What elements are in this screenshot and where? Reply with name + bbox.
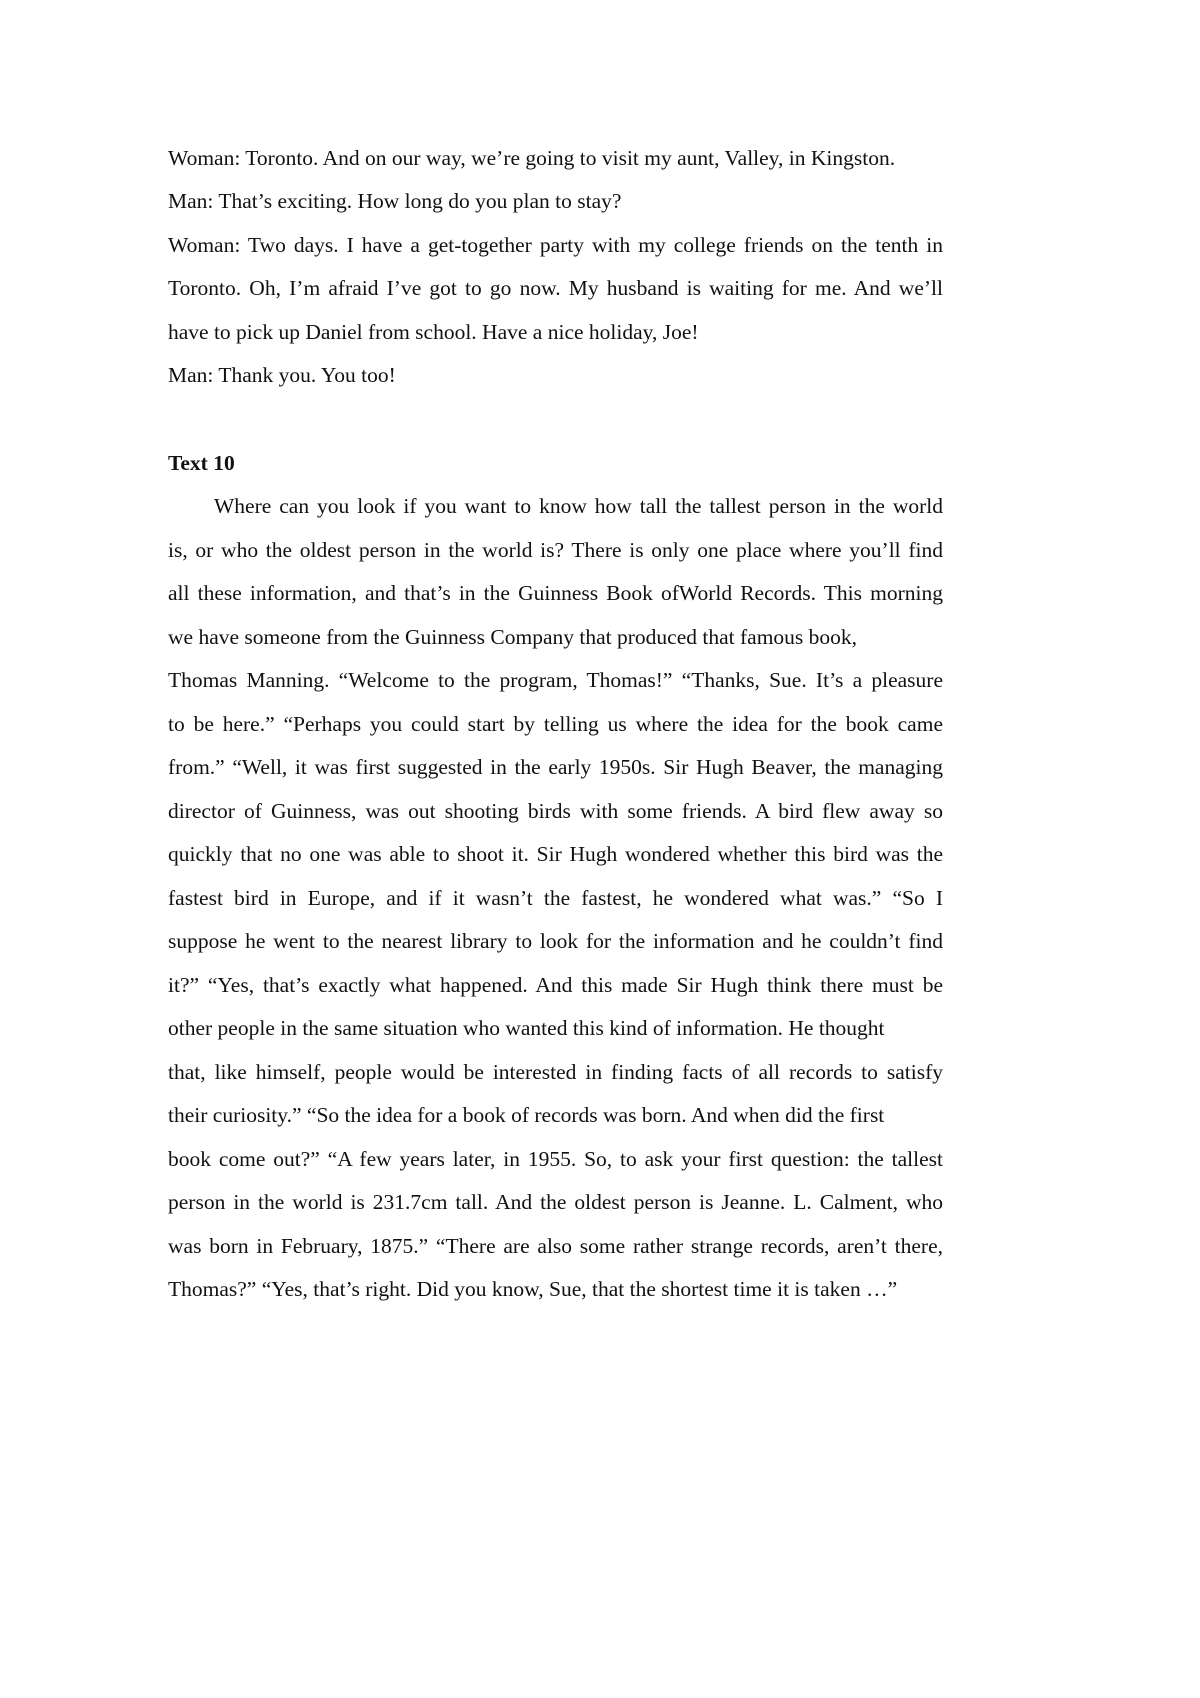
- paragraph-line: all these information, and that’s in the Guinness Book ofWorld Records. This morning: [168, 581, 943, 605]
- paragraph-line: to be here.” “Perhaps you could start by telling us where the idea for the book came: [168, 712, 943, 736]
- paragraph-line: book come out?” “A few years later, in 1955. So, to ask your first question: the tallest: [168, 1147, 943, 1171]
- paragraph-line: is, or who the oldest person in the world is? There is only one place where you’ll find: [168, 538, 943, 562]
- dialogue-line: Man: That’s exciting. How long do you plan to stay?: [168, 189, 622, 213]
- paragraph-line: fastest bird in Europe, and if it wasn’t the fastest, he wondered what was.” “So I: [168, 886, 943, 910]
- paragraph-line: Thomas Manning. “Welcome to the program, Thomas!” “Thanks, Sue. It’s a pleasure: [168, 668, 943, 692]
- paragraph-line: quickly that no one was able to shoot it. Sir Hugh wondered whether this bird was the: [168, 842, 943, 866]
- paragraph-line: suppose he went to the nearest library to look for the information and he couldn’t find: [168, 929, 943, 953]
- dialogue-line: Woman: Two days. I have a get-together party with my college friends on the tenth in: [168, 233, 943, 257]
- dialogue-line: Man: Thank you. You too!: [168, 363, 396, 387]
- section-heading: Text 10: [168, 451, 235, 475]
- dialogue-line: Woman: Toronto. And on our way, we’re going to visit my aunt, Valley, in Kingston.: [168, 146, 896, 170]
- paragraph-line: that, like himself, people would be interested in finding facts of all records to satisfy: [168, 1060, 943, 1084]
- paragraph-line: Where can you look if you want to know how tall the tallest person in the world: [214, 494, 943, 518]
- dialogue-line: have to pick up Daniel from school. Have a nice holiday, Joe!: [168, 320, 699, 344]
- paragraph-line: was born in February, 1875.” “There are also some rather strange records, aren’t there,: [168, 1234, 943, 1258]
- paragraph-line: director of Guinness, was out shooting birds with some friends. A bird flew away so: [168, 799, 943, 823]
- paragraph-line: Thomas?” “Yes, that’s right. Did you know, Sue, that the shortest time it is taken …”: [168, 1277, 898, 1301]
- paragraph-line: we have someone from the Guinness Company that produced that famous book,: [168, 625, 858, 649]
- paragraph-line: their curiosity.” “So the idea for a book of records was born. And when did the first: [168, 1103, 885, 1127]
- dialogue-line: Toronto. Oh, I’m afraid I’ve got to go now. My husband is waiting for me. And we’ll: [168, 276, 943, 300]
- paragraph-line: person in the world is 231.7cm tall. And the oldest person is Jeanne. L. Calment, who: [168, 1190, 943, 1214]
- paragraph-line: from.” “Well, it was first suggested in the early 1950s. Sir Hugh Beaver, the managing: [168, 755, 943, 779]
- paragraph-line: other people in the same situation who wanted this kind of information. He thought: [168, 1016, 885, 1040]
- paragraph-line: it?” “Yes, that’s exactly what happened. And this made Sir Hugh think there must be: [168, 973, 943, 997]
